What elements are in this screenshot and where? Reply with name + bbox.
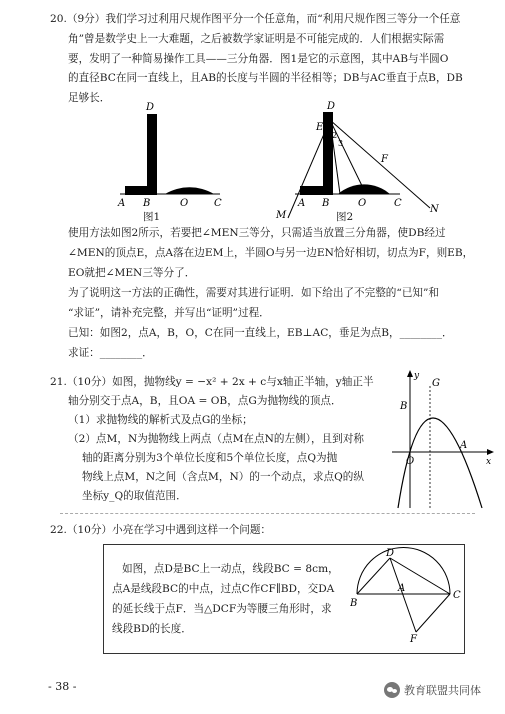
watermark-text: 教育联盟共同体 (404, 684, 481, 697)
svg-text:A: A (298, 198, 306, 209)
semicircle (165, 187, 214, 194)
q20-figure-2 (270, 100, 440, 225)
q20-after-1: 使用方法如图2所示，若要把∠MEN三等分，只需适当放置三分角器，使DB经过 (68, 227, 446, 239)
svg-text:A: A (460, 440, 468, 451)
q20-prove: 求证：________． (68, 347, 153, 359)
q21-line-3: （1）求抛物线的解析式及点G的坐标； (68, 414, 253, 426)
q21-line-6: 物线上点M，N之间（含点M，N）的一个动点，求点Q的纵 (82, 471, 364, 483)
svg-text:C: C (394, 198, 402, 209)
svg-text:A: A (398, 583, 406, 594)
svg-text:D: D (327, 101, 336, 112)
page-number: - 38 - (48, 680, 77, 693)
label-O: O (180, 198, 189, 209)
q22-box-line-3: 的延长线于点F．当△DCF为等腰三角形时，求 (112, 603, 332, 615)
svg-text:M: M (276, 210, 287, 221)
svg-text:O: O (406, 456, 415, 467)
svg-text:O: O (358, 198, 367, 209)
q20-line-4: 的直径BC在同一直线上，且AB的长度与半圆的半径相等；DB与AC垂直于点B，DB (68, 72, 463, 84)
svg-text:B: B (322, 198, 330, 209)
label-C: C (214, 198, 222, 209)
svg-text:2: 2 (332, 131, 338, 140)
q22-figure (350, 546, 465, 644)
q20-after-3: EO就把∠MEN三等分了． (68, 267, 196, 279)
q20-given: 已知：如图2，点A，B，O，C在同一直线上，EB⊥AC，垂足为点B，________． (68, 327, 453, 339)
label-B: B (143, 198, 151, 209)
wechat-icon (384, 682, 400, 698)
q20-after-2: ∠MEN的顶点E，点A落在边EM上，半圆O与另一边EN恰好相切，切点为F，则EB， (68, 247, 474, 259)
q20-line-5: 足够长． (68, 92, 111, 104)
q21-line-2: 轴分别交于点A，B，且OA = OB，点G为抛物线的顶点． (68, 395, 342, 407)
svg-text:x: x (486, 457, 492, 467)
q21-line-4: （2）点M，N为抛物线上两点（点M在点N的左侧），且到对称 (68, 433, 364, 445)
svg-text:E: E (316, 122, 324, 133)
svg-text:3: 3 (338, 139, 344, 148)
section-divider (60, 513, 475, 514)
svg-text:1: 1 (323, 139, 329, 148)
svg-text:G: G (432, 378, 440, 389)
q21-line-7: 坐标y_Q的取值范围． (82, 490, 187, 502)
svg-text:F: F (410, 634, 417, 644)
svg-text:N: N (430, 204, 439, 215)
q20-figure-1 (110, 100, 260, 225)
q22-intro: 22.（10分）小亮在学习中遇到这样一个问题： (50, 524, 272, 536)
q22-box-line-1: 如图，点D是BC上一动点，线段BC = 8cm， (122, 563, 339, 575)
q21-line-5: 轴的距离分别为3个单位长度和5个单位长度，点Q为抛 (82, 452, 338, 464)
label-A: A (118, 198, 126, 209)
watermark (384, 682, 481, 698)
svg-text:B: B (350, 598, 358, 609)
q20-after-4: 为了说明这一方法的正确性，需要对其进行证明．如下给出了不完整的“已知”和 (68, 287, 440, 299)
svg-text:F: F (381, 154, 388, 165)
q20-after-5: “求证”，请补充完整，并写出“证明”过程． (68, 307, 270, 319)
fig2-caption: 图2 (336, 211, 354, 223)
q22-box-line-4: 线段BD的长度． (112, 623, 192, 635)
q22-box-line-2: 点A是线段BC的中点，过点C作CF∥BD，交DA (112, 583, 335, 595)
fig1-caption: 图1 (143, 211, 161, 223)
q20-line-1: 20.（9分）我们学习过利用尺规作图平分一个任意角，而“利用尺规作图三等分一个任意 (50, 13, 461, 25)
q21-line-1: 21.（10分）如图，抛物线y = −x² + 2x + c与x轴正半轴，y轴正半 (50, 376, 374, 388)
q21-parabola-figure (388, 368, 496, 513)
ruler-bar (147, 114, 157, 194)
q20-line-2: 角”曾是数学史上一大难题，之后被数学家证明是不可能完成的．人们根据实际需 (68, 33, 445, 45)
svg-text:B: B (400, 401, 408, 412)
svg-text:y: y (414, 371, 420, 381)
svg-text:D: D (386, 548, 395, 559)
svg-text:C: C (453, 590, 461, 601)
label-D: D (146, 102, 155, 113)
q20-line-3: 要，发明了一种简易操作工具——三分角器．图1是它的示意图，其中AB与半圆O (68, 53, 449, 65)
